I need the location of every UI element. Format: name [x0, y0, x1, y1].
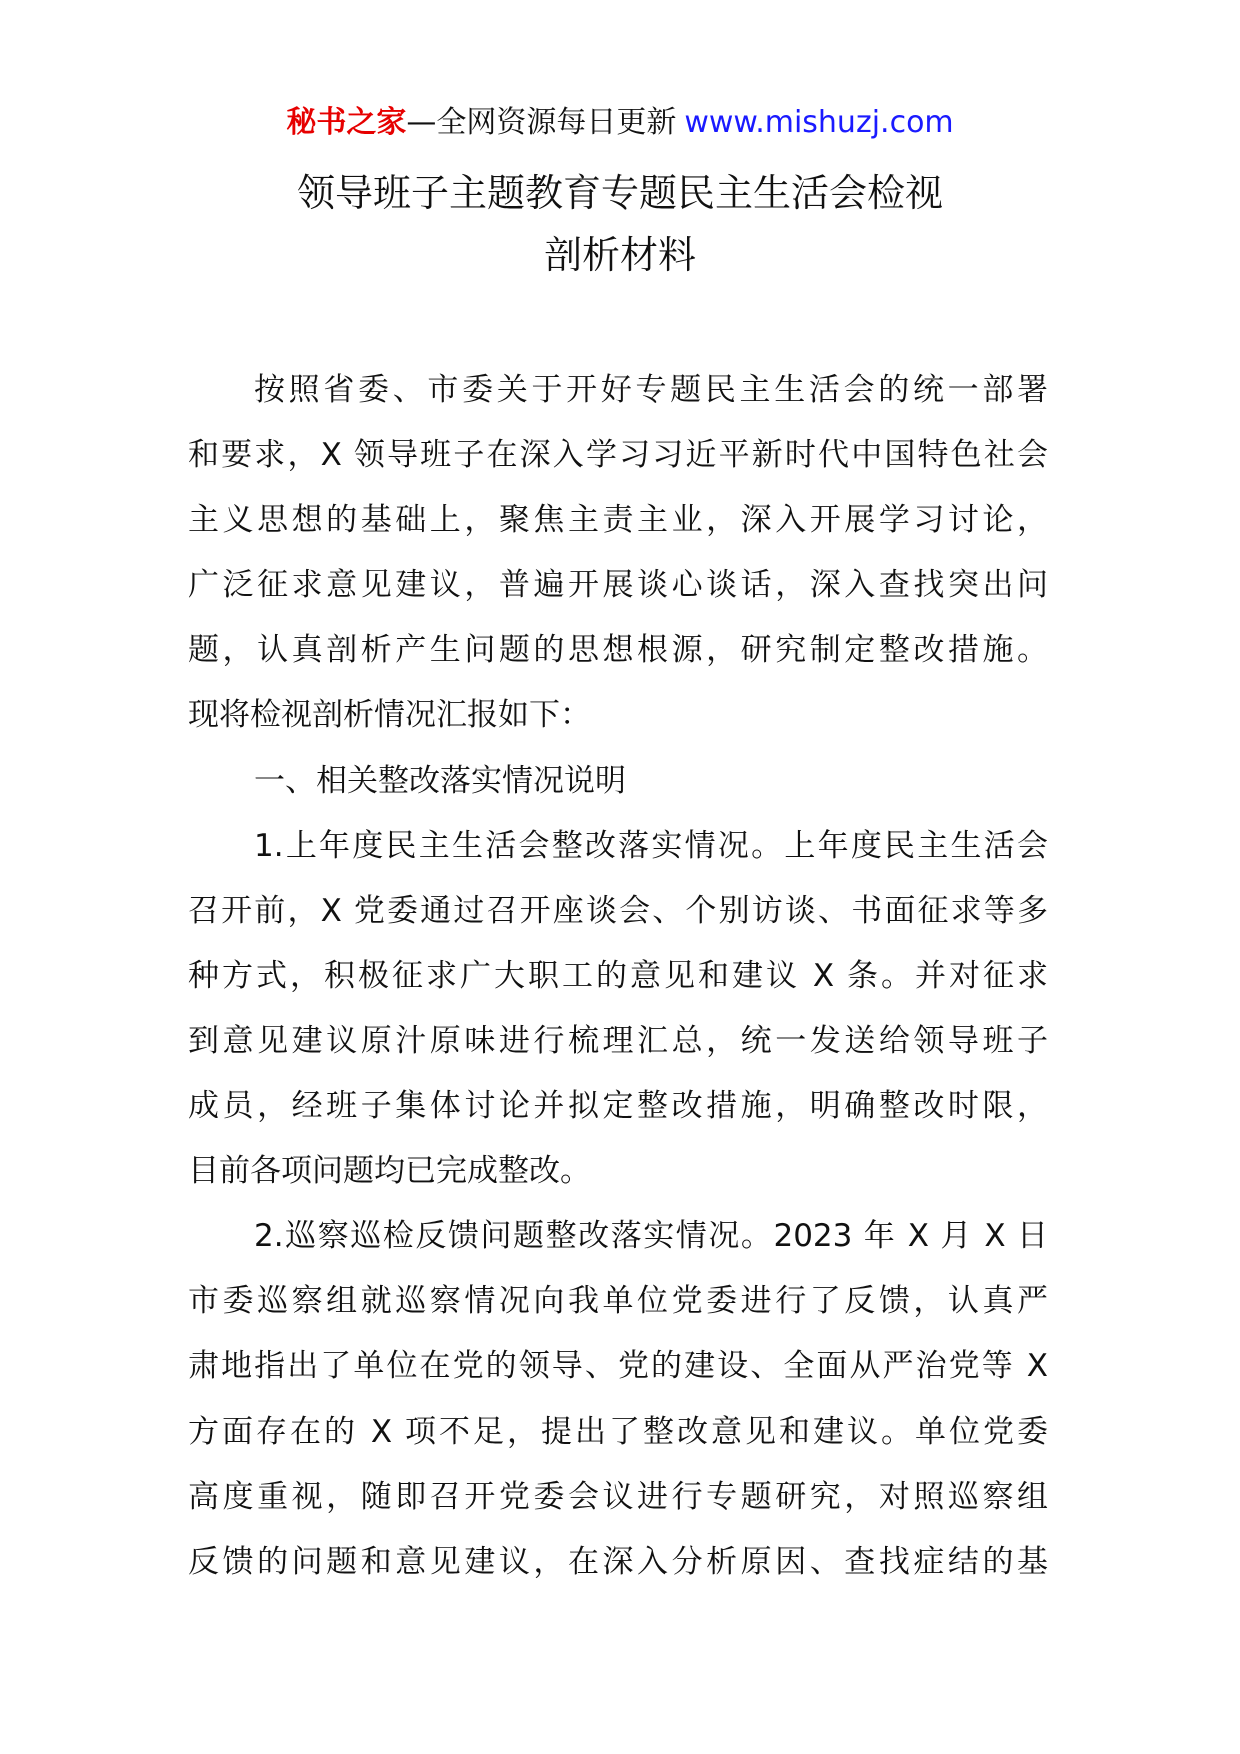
body-line: 高度重视，随即召开党委会议进行专题研究，对照巡察组 [188, 1478, 1048, 1515]
section-heading: 一、相关整改落实情况说明 [254, 762, 626, 799]
brand-name: 秘书之家 [286, 105, 407, 140]
body-line: 和要求，X 领导班子在深入学习习近平新时代中国特色社会 [188, 437, 1048, 474]
body-line: 按照省委、市委关于开好专题民主生活会的统一部署 [254, 372, 1048, 408]
site-url-link[interactable]: www.mishuzj.com [684, 105, 954, 140]
body-line: 召开前，X 党委通过召开座谈会、个别访谈、书面征求等多 [188, 892, 1048, 929]
body-line: 方面存在的 X 项不足，提出了整改意见和建议。单位党委 [188, 1413, 1048, 1450]
body-line: 目前各项问题均已完成整改。 [188, 1153, 591, 1190]
title-line-2: 剖析材料 [543, 233, 696, 277]
body-line: 现将检视剖析情况汇报如下： [188, 697, 591, 734]
body-line: 主义思想的基础上，聚焦主责主业，深入开展学习讨论， [188, 502, 1048, 539]
body-line: 肃地指出了单位在党的领导、党的建设、全面从严治党等 X [188, 1348, 1048, 1385]
body-line: 题，认真剖析产生问题的思想根源，研究制定整改措施。 [188, 632, 1048, 669]
document-body [188, 358, 1048, 1595]
body-line: 反馈的问题和意见建议，在深入分析原因、查找症结的基 [188, 1543, 1048, 1580]
body-line: 成员，经班子集体讨论并拟定整改措施，明确整改时限， [188, 1088, 1048, 1125]
title-line-1: 领导班子主题教育专题民主生活会检视 [296, 171, 943, 215]
body-line: 市委巡察组就巡察情况向我单位党委进行了反馈，认真严 [188, 1283, 1048, 1320]
site-header [0, 103, 1240, 143]
body-line: 1.上年度民主生活会整改落实情况。上年度民主生活会 [254, 827, 1048, 864]
body-line: 2.巡察巡检反馈问题整改落实情况。2023 年 X 月 X 日 [254, 1218, 1048, 1255]
body-line: 到意见建议原汁原味进行梳理汇总，统一发送给领导班子 [188, 1022, 1048, 1059]
site-slogan: —全网资源每日更新 [406, 105, 677, 140]
body-line: 广泛征求意见建议，普遍开展谈心谈话，深入查找突出问 [188, 567, 1048, 604]
body-line: 种方式，积极征求广大职工的意见和建议 X 条。并对征求 [188, 957, 1048, 994]
document-title [0, 162, 1240, 286]
